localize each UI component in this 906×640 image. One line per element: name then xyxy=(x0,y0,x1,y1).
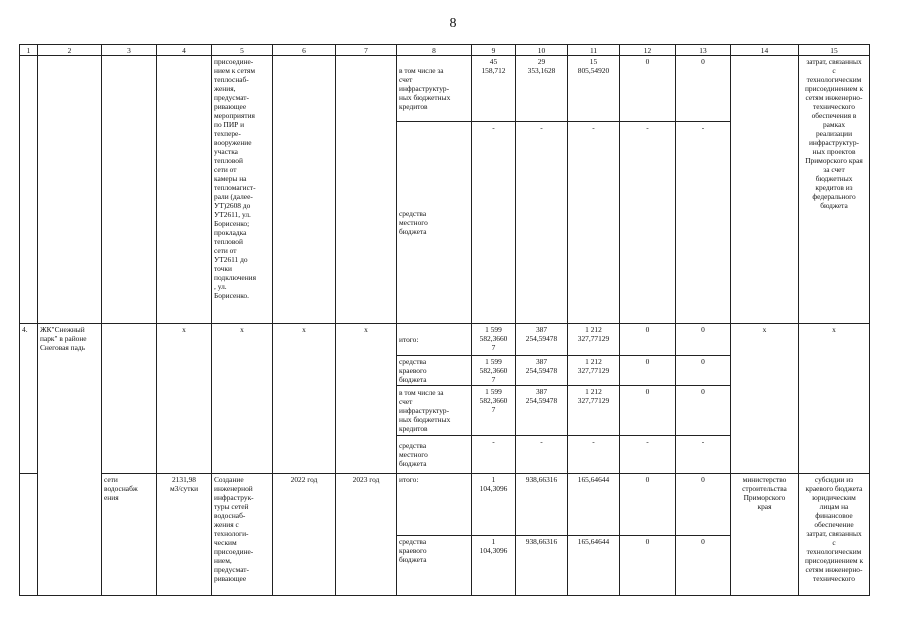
value-cell: 0 xyxy=(620,356,676,386)
mark-cell: х xyxy=(212,324,273,474)
cell-empty xyxy=(731,56,799,324)
funding-source-label: средства местного бюджета xyxy=(397,122,472,324)
header-cell: 6 xyxy=(273,45,336,56)
value-cell: - xyxy=(472,436,516,474)
funding-source-label: итого: xyxy=(397,474,472,536)
cell-empty xyxy=(157,56,212,324)
value-cell: - xyxy=(620,122,676,324)
value-cell: 387 254,59478 xyxy=(516,324,568,356)
value-cell: 0 xyxy=(676,474,731,536)
start-year: 2022 год xyxy=(273,474,336,596)
cell-empty xyxy=(20,56,38,324)
cell-empty xyxy=(38,56,102,324)
capacity: 2131,98 м3/сутки xyxy=(157,474,212,596)
value-cell: 1 212 327,77129 xyxy=(568,324,620,356)
mark-cell: х xyxy=(799,324,870,474)
header-cell: 10 xyxy=(516,45,568,56)
value-cell: 0 xyxy=(620,324,676,356)
value-cell: 1 599 582,3660 7 xyxy=(472,356,516,386)
value-cell: 0 xyxy=(620,474,676,536)
header-cell: 12 xyxy=(620,45,676,56)
header-cell: 15 xyxy=(799,45,870,56)
funding-source-label: средства краевого бюджета xyxy=(397,536,472,596)
item-number: 4. xyxy=(20,324,38,474)
funding-source-label: средства местного бюджета xyxy=(397,436,472,474)
project-description: присоедине- нием к сетям теплоснаб- жения, предусмат- ривающее мероприятия по ПИР и техпере- вооружение участка тепловой сети от камеры на тепломагист- рали (далее- УТ)2608 до УТ2611, ул. Борисенко; прокладка тепловой сети от УТ2611 до точки подключения , ул. Борисенко. xyxy=(212,56,273,324)
mark-cell: х xyxy=(157,324,212,474)
table-row xyxy=(20,474,870,536)
value-cell: - xyxy=(516,436,568,474)
value-cell: 0 xyxy=(620,386,676,436)
value-cell: 938,66316 xyxy=(516,536,568,596)
value-cell: 0 xyxy=(676,536,731,596)
cell-empty xyxy=(102,324,157,474)
value-cell: 938,66316 xyxy=(516,474,568,536)
cell-empty xyxy=(20,474,38,596)
value-cell: 165,64644 xyxy=(568,474,620,536)
value-cell: 1 599 582,3660 7 xyxy=(472,386,516,436)
header-cell: 1 xyxy=(20,45,38,56)
header-cell: 2 xyxy=(38,45,102,56)
header-cell: 4 xyxy=(157,45,212,56)
value-cell: 387 254,59478 xyxy=(516,356,568,386)
network-type: сети водоснабж ения xyxy=(102,474,157,596)
header-cell: 7 xyxy=(336,45,397,56)
value-cell: - xyxy=(516,122,568,324)
funding-source-label: итого: xyxy=(397,324,472,356)
value-cell: - xyxy=(676,436,731,474)
value-cell: 1 212 327,77129 xyxy=(568,386,620,436)
table-row xyxy=(20,324,870,356)
header-cell: 14 xyxy=(731,45,799,56)
value-cell: 165,64644 xyxy=(568,536,620,596)
table-row xyxy=(20,56,870,122)
mark-cell: х xyxy=(273,324,336,474)
value-cell: 15 805,54920 xyxy=(568,56,620,122)
funding-source-label: в том числе за счет инфраструктур- ных бюджетных кредитов xyxy=(397,386,472,436)
value-cell: 0 xyxy=(676,56,731,122)
value-cell: - xyxy=(568,436,620,474)
value-cell: 45 158,712 xyxy=(472,56,516,122)
value-cell: 0 xyxy=(620,536,676,596)
purpose-text: затрат, связанных с технологическим присоединением к сетям инженерно- технического обеспечения в рамках реализации инфраструктур- ных проектов Приморского края за счет бюджетных кредитов из федерального бюджета xyxy=(799,56,870,324)
header-cell: 3 xyxy=(102,45,157,56)
header-cell: 8 xyxy=(397,45,472,56)
funding-source-label: в том числе за счет инфраструктур- ных бюджетных кредитов xyxy=(397,56,472,122)
value-cell: 387 254,59478 xyxy=(516,386,568,436)
header-row xyxy=(20,45,870,56)
header-cell: 11 xyxy=(568,45,620,56)
value-cell: - xyxy=(620,436,676,474)
cell-empty xyxy=(273,56,336,324)
purpose-text: субсидии из краевого бюджета юридическим лицам на финансовое обеспечение затрат, связанных с технологическим присоединением к сетям инженерно- технического xyxy=(799,474,870,596)
value-cell: - xyxy=(676,122,731,324)
value-cell: 0 xyxy=(676,386,731,436)
object-name: ЖК"Снежный парк" в районе Снеговая падь xyxy=(38,324,102,596)
value-cell: 1 212 327,77129 xyxy=(568,356,620,386)
funding-source-label: средства краевого бюджета xyxy=(397,356,472,386)
value-cell: - xyxy=(472,122,516,324)
value-cell: 29 353,1628 xyxy=(516,56,568,122)
value-cell: 0 xyxy=(676,324,731,356)
value-cell: 0 xyxy=(676,356,731,386)
page-number: 8 xyxy=(449,16,457,31)
cell-empty xyxy=(336,56,397,324)
value-cell: 0 xyxy=(620,56,676,122)
end-year: 2023 год xyxy=(336,474,397,596)
cell-empty xyxy=(102,56,157,324)
mark-cell: х xyxy=(731,324,799,474)
value-cell: 1 104,3096 xyxy=(472,536,516,596)
header-cell: 5 xyxy=(212,45,273,56)
value-cell: 1 104,3096 xyxy=(472,474,516,536)
project-description: Создание инженерной инфраструк- туры сетей водоснаб- жения с технологи- ческим присоедине- нием, предусмат- ривающее xyxy=(212,474,273,596)
budget-table xyxy=(19,44,870,596)
mark-cell: х xyxy=(336,324,397,474)
header-cell: 9 xyxy=(472,45,516,56)
value-cell: 1 599 582,3660 7 xyxy=(472,324,516,356)
responsible-ministry: министерство строительства Приморского края xyxy=(731,474,799,596)
value-cell: - xyxy=(568,122,620,324)
header-cell: 13 xyxy=(676,45,731,56)
